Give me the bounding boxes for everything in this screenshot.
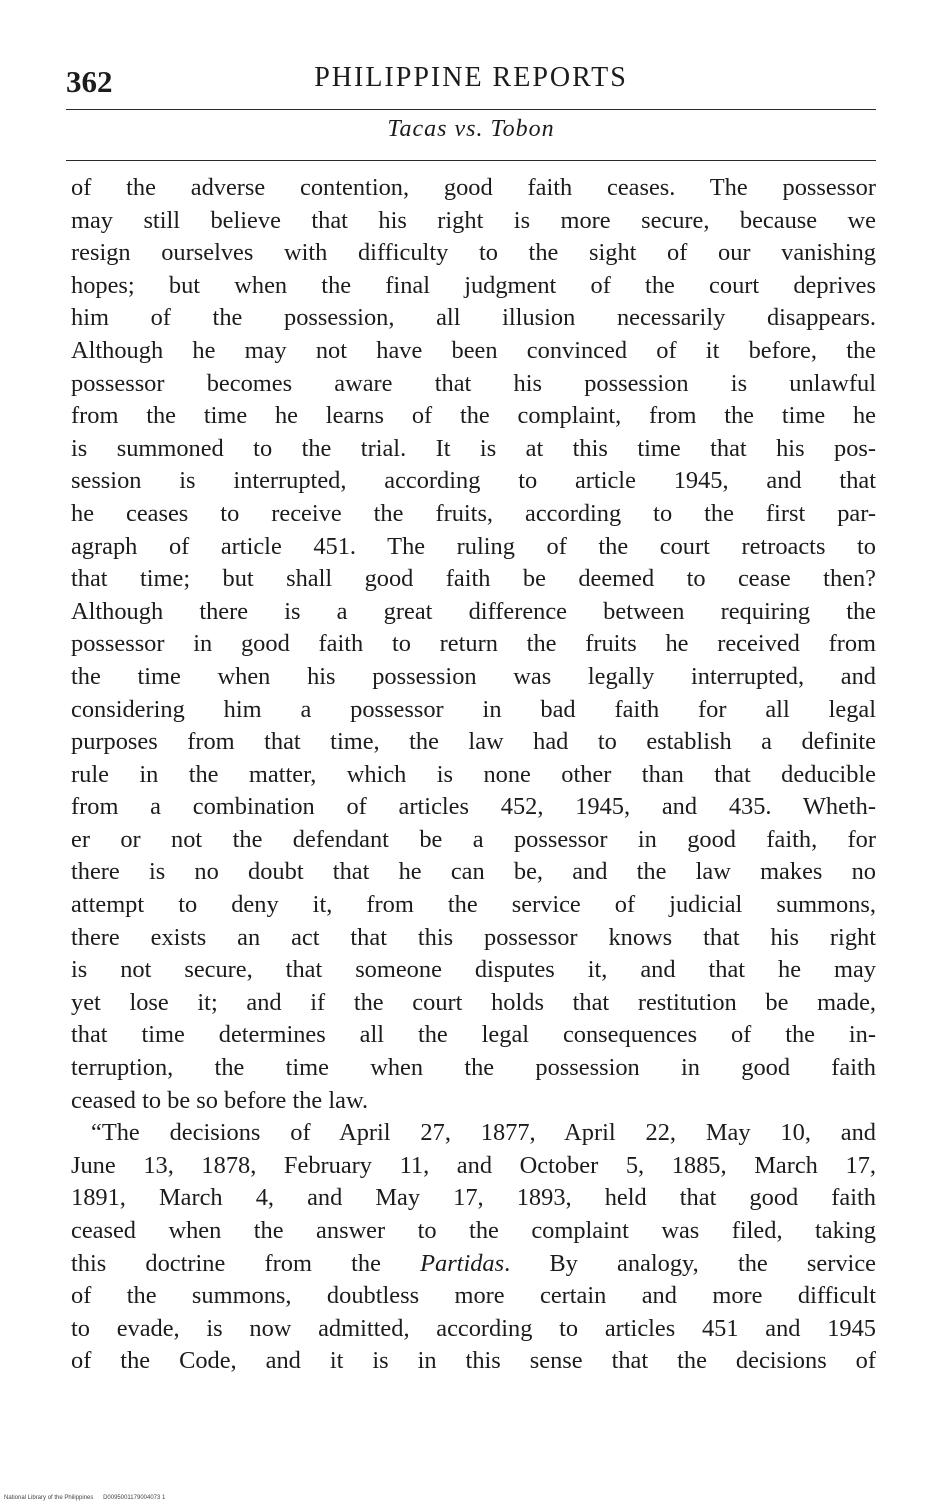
text-line: yet lose it; and if the court holds that restitution be made, xyxy=(71,988,876,1016)
header-rule-top xyxy=(66,109,876,110)
text-line: that time; but shall good faith be deemed to cease then? xyxy=(71,565,876,593)
text-line: session is interrupted, according to article 1945, and that xyxy=(71,467,876,495)
case-caption: Tacas vs. Tobon xyxy=(387,116,555,142)
text-line: of the summons, doubtless more certain and more difficult xyxy=(71,1282,876,1310)
text-line: from a combination of articles 452, 1945, and 435. Wheth- xyxy=(71,793,876,821)
text-line: is not secure, that someone disputes it, and that he may xyxy=(71,956,876,984)
text-line: from the time he learns of the complaint, from the time he xyxy=(71,402,876,430)
text-line: Although he may not have been convinced of it before, the xyxy=(71,336,876,364)
text-line: hopes; but when the final judgment of the court deprives xyxy=(71,271,876,299)
footer-scan-id: D0095001179004073 1 xyxy=(103,1495,166,1501)
text-line: ceased when the answer to the complaint was filed, taking xyxy=(71,1217,876,1244)
page-header xyxy=(66,58,876,100)
text-line: “The decisions of April 27, 1877, April 22, May 10, and xyxy=(91,1119,876,1147)
text-line: considering him a possessor in bad faith for all legal xyxy=(71,695,876,723)
text-line: this doctrine from the Partidas. By analogy, the service xyxy=(71,1249,876,1277)
text-line: ceased to be so before the law. xyxy=(71,1086,369,1114)
text-line: the time when his possession was legally interrupted, and xyxy=(71,662,876,690)
text-line: er or not the defendant be a possessor in good faith, for xyxy=(71,825,876,853)
text-line: resign ourselves with difficulty to the sight of our vanishing xyxy=(71,239,876,267)
footer-library: National Library of the Philippines xyxy=(4,1495,94,1501)
text-line: to evade, is now admitted, according to articles 451 and 1945 xyxy=(71,1314,876,1342)
page-number: 362 xyxy=(66,64,113,99)
text-line: terruption, the time when the possession in good faith xyxy=(71,1054,876,1082)
text-line: possessor in good faith to return the fruits he received from xyxy=(71,630,876,658)
text-line: that time determines all the legal consequences of the in- xyxy=(71,1021,876,1049)
text-line: of the adverse contention, good faith ceases. The possessor xyxy=(71,174,876,201)
text-line: of the Code, and it is in this sense that the decisions of xyxy=(71,1347,876,1375)
body-text xyxy=(71,172,876,1378)
running-title: PHILIPPINE REPORTS xyxy=(314,62,628,93)
text-line: he ceases to receive the fruits, according to the first par- xyxy=(71,499,876,527)
text-line: possessor becomes aware that his possession is unlawful xyxy=(71,369,876,397)
text-line: Although there is a great difference between requiring the xyxy=(71,597,876,625)
scan-footer xyxy=(4,1495,165,1501)
text-line: there is no doubt that he can be, and the law makes no xyxy=(71,858,876,886)
text-line: purposes from that time, the law had to establish a definite xyxy=(71,728,876,756)
text-line: rule in the matter, which is none other than that deducible xyxy=(71,760,876,788)
text-line: agraph of article 451. The ruling of the court retroacts to xyxy=(71,532,876,560)
text-line: him of the possession, all illusion necessarily disappears. xyxy=(71,304,876,332)
text-line: is summoned to the trial. It is at this time that his pos- xyxy=(71,434,876,462)
header-rule-bottom xyxy=(66,160,876,161)
italic-term: Partidas xyxy=(420,1249,505,1277)
text-line: attempt to deny it, from the service of judicial summons, xyxy=(71,891,876,919)
text-line: there exists an act that this possessor knows that his right xyxy=(71,923,876,951)
text-line: 1891, March 4, and May 17, 1893, held that good faith xyxy=(71,1184,876,1212)
text-line: may still believe that his right is more secure, because we xyxy=(71,206,876,234)
text-line: June 13, 1878, February 11, and October 5, 1885, March 17, xyxy=(71,1151,876,1179)
